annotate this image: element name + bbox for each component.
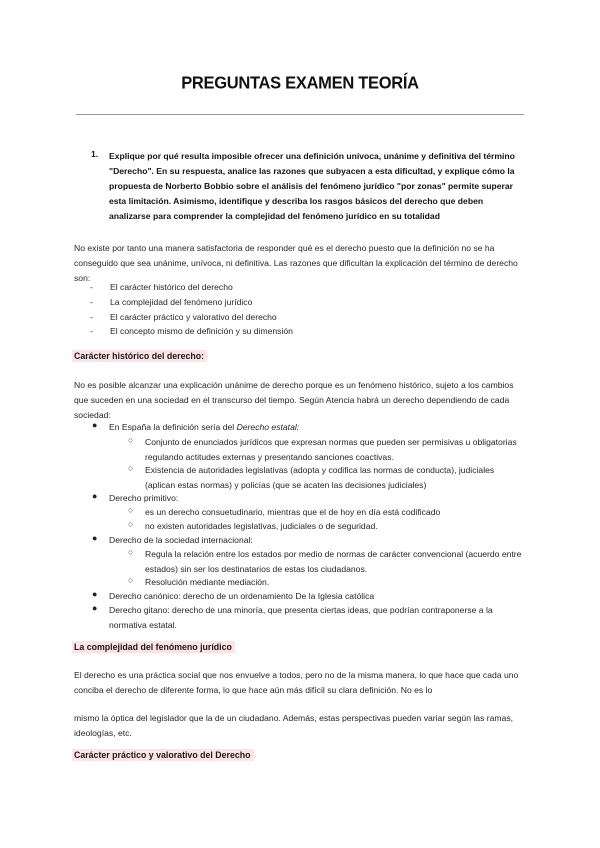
bullet-item: Derecho canónico: derecho de un ordenamiento De la Iglesia católica	[109, 591, 375, 601]
question-text: Explique por qué resulta imposible ofrecer una definición unívoca, unánime y definitiva del término "Derecho". En su respuesta, analice las razones que subyacen a esta dificultad, y explique cómo la propuesta de Norberto Bobbio sobre el análisis del fenómeno jurídico "por zonas" permite superar esta limitación. Asimismo, identifique y describa los rasgos básicos del derecho que deben analizarse para comprender la complejidad del fenómeno jurídico en su totalidad	[109, 151, 515, 221]
bullet-dot: ●	[92, 603, 98, 613]
section-paragraph: No es posible alcanzar una explicación unánime de derecho porque es un fenómeno histórico, sujeto a los cambios que suceden en una sociedad en el transcurso del tiempo. Según Atencia habrá un derecho dependiendo de cada sociedad:	[74, 380, 514, 420]
bullet-item: Derecho de la sociedad internacional:	[109, 535, 253, 545]
bullet-dot: ●	[92, 533, 98, 543]
page-title: PREGUNTAS EXAMEN TEORÍA	[181, 73, 419, 93]
section-paragraph: mismo la óptica del legislador que la de un ciudadano. Además, estas perspectivas pueden variar según las ramas, ideologías, etc.	[74, 713, 514, 738]
sub-bullet-item: Existencia de autoridades legislativas (adopta y codifica las normas de conducta), judiciales (aplican estas normas) y policías (que se acaten las decisiones judiciales)	[145, 465, 495, 490]
sub-bullet-circle: ○	[128, 575, 134, 585]
title-divider	[76, 114, 524, 115]
section-heading: Carácter práctico y valorativo del Derecho	[72, 749, 254, 761]
sub-bullet-item: no existen autoridades legislativas, judiciales o de seguridad.	[145, 521, 378, 531]
sub-bullet-circle: ○	[128, 519, 134, 529]
reason-item: La complejidad del fenómeno jurídico	[110, 297, 253, 307]
sub-bullet-item: Resolución mediante mediación.	[145, 577, 270, 587]
sub-bullet-circle: ○	[128, 463, 134, 473]
sub-bullet-circle: ○	[128, 435, 134, 445]
bullet-item	[109, 420, 523, 435]
section-heading: La complejidad del fenómeno jurídico	[72, 641, 235, 653]
section-heading: Carácter histórico del derecho:	[72, 350, 207, 362]
bullet-text: En España la definición sería del	[109, 422, 237, 432]
dash-bullet: -	[90, 297, 93, 307]
dash-bullet: -	[90, 282, 93, 292]
sub-bullet-circle: ○	[128, 547, 134, 557]
intro-paragraph: No existe por tanto una manera satisfactoria de responder qué es el derecho puesto que la definición no se ha conseguido que sea unánime, unívoca, ni definitiva. Las razones que dificultan la explicación del término de derecho son:	[74, 243, 518, 283]
reason-item: El carácter práctico y valorativo del derecho	[110, 312, 277, 322]
sub-bullet-item: Conjunto de enunciados jurídicos que expresan normas que pueden ser permisivas u obligatorias regulando actitudes externas y presentando sanciones coactivas.	[145, 437, 517, 462]
sub-bullet-circle: ○	[128, 505, 134, 515]
sub-bullet-item: Regula la relación entre los estados por medio de normas de carácter convencional (acuerdo entre estados) sin ser los destinatarios de estas los ciudadanos.	[145, 549, 522, 574]
sub-bullet-item: es un derecho consuetudinario, mientras que el de hoy en día está codificado	[145, 507, 441, 517]
bullet-dot: ●	[92, 589, 98, 599]
bullet-italic-text: Derecho estatal:	[236, 422, 300, 432]
question-number: 1.	[91, 149, 99, 159]
reason-item: El carácter histórico del derecho	[110, 282, 233, 292]
dash-bullet: -	[90, 312, 93, 322]
dash-bullet: -	[90, 326, 93, 336]
bullet-dot: ●	[92, 420, 98, 430]
bullet-item: Derecho primitivo:	[109, 493, 179, 503]
bullet-dot: ●	[92, 491, 98, 501]
bullet-item: Derecho gitano: derecho de una minoría, que presenta ciertas ideas, que podrían contraponerse a la normativa estatal.	[109, 605, 493, 630]
reason-item: El concepto mismo de definición y su dimensión	[110, 326, 293, 336]
section-paragraph: El derecho es una práctica social que nos envuelve a todos, pero no de la misma manera, lo que hace que cada uno conciba el derecho de diferente forma, lo que hace aún más difícil su clara definición. No es lo	[74, 670, 519, 695]
